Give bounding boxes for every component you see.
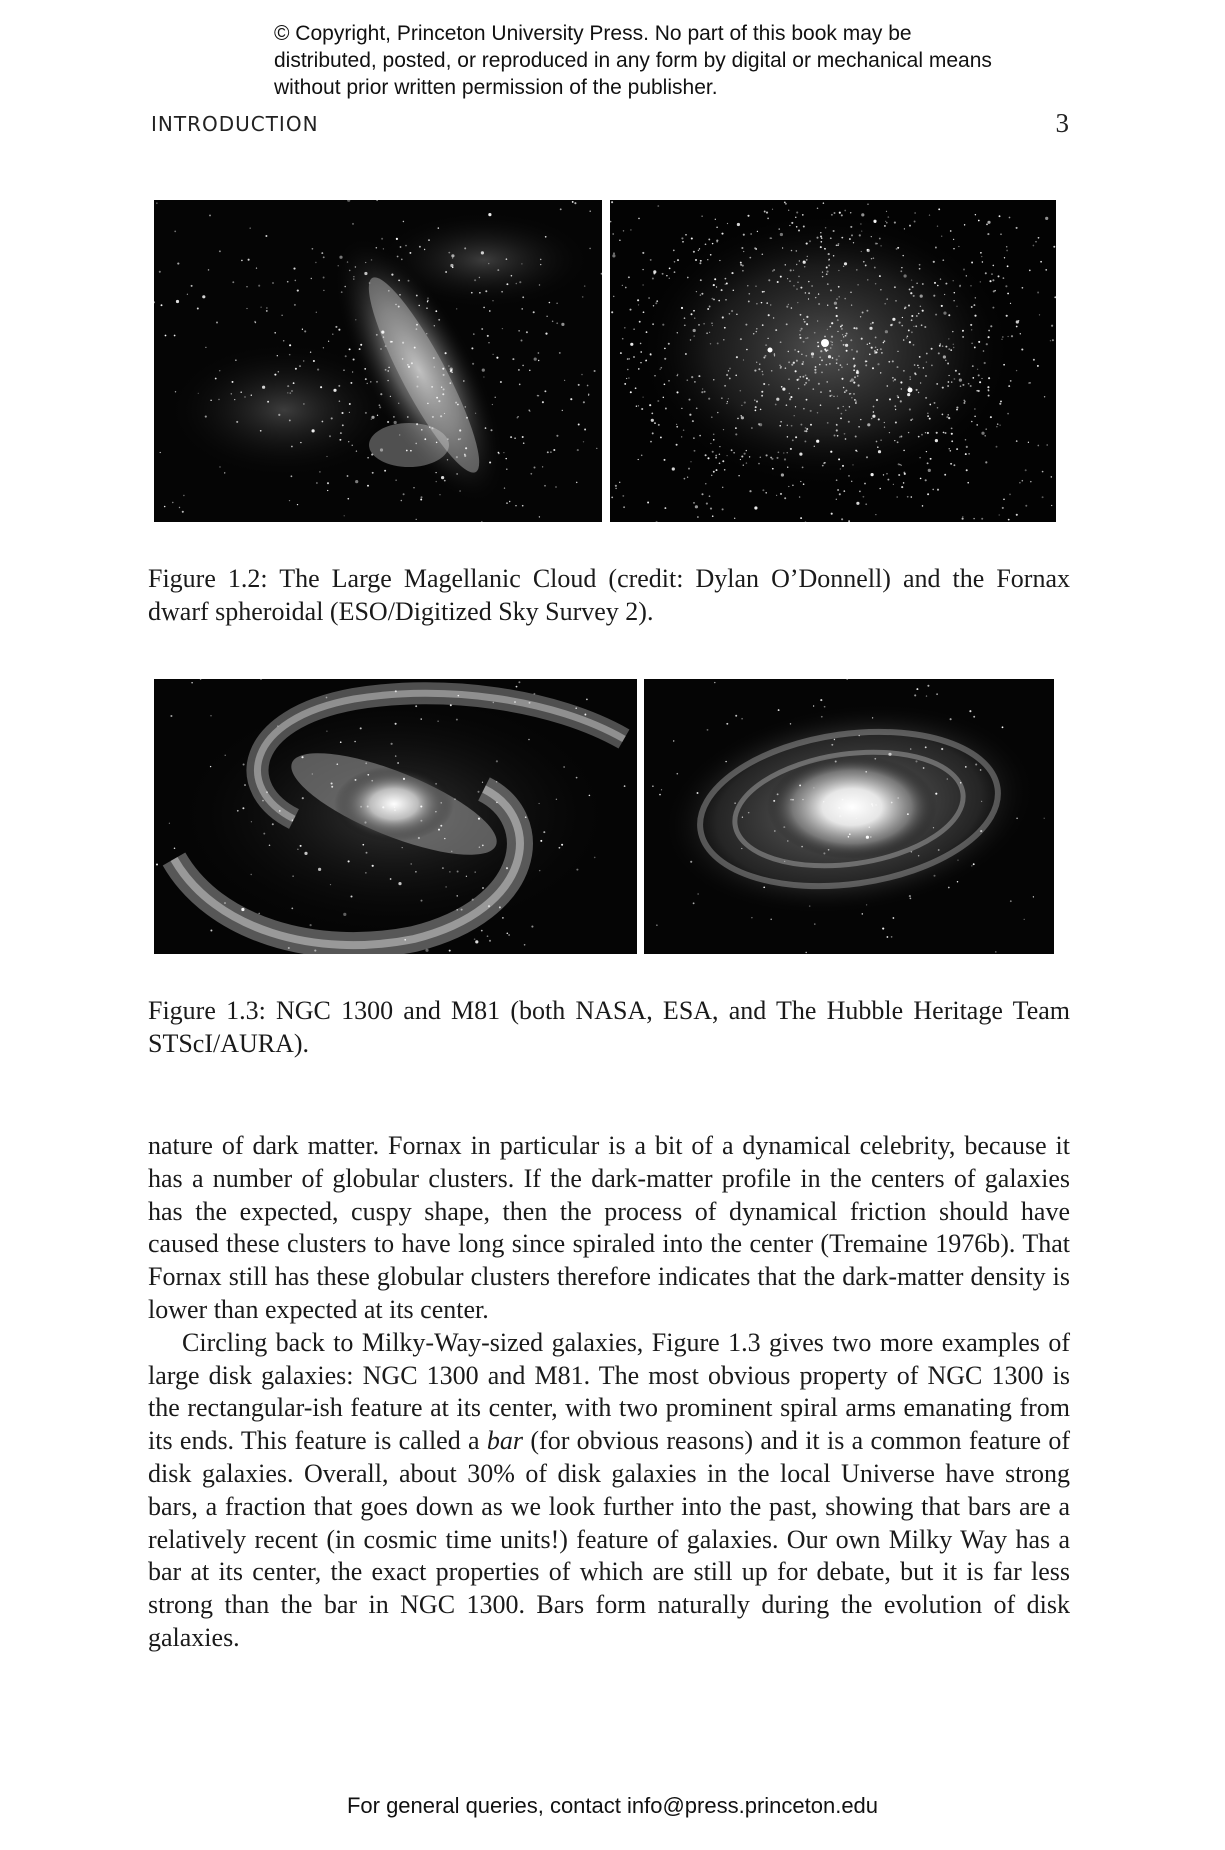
paragraph-2-emphasis: bar	[486, 1426, 524, 1456]
running-head: INTRODUCTION	[151, 112, 319, 136]
footer-contact: For general queries, contact info@press.princeton.edu	[346, 1793, 879, 1818]
paragraph-2-part-a: Circling back to Milky-Way-sized galaxies, Figure 1.3 gives two more examples of large disk galaxies: NGC 1300 and M81. The most obvious property of NGC 1300 is the rectangular-ish feature at its center, with two prominent spiral arms emanating from its ends. This feature is called a	[148, 1327, 1070, 1456]
m81-image	[644, 679, 1054, 954]
figure-1-3-caption: Figure 1.3: NGC 1300 and M81 (both NASA, ESA, and The Hubble Heritage Team STScI/AURA).	[148, 996, 1070, 1058]
lmc-image	[154, 200, 602, 522]
paragraph-1: nature of dark matter. Fornax in particular is a bit of a dynamical celebrity, because it has a number of globular clusters. If the dark-matter profile in the centers of galaxies has the expected, cuspy shape, then the process of dynamical friction should have caused these clusters to have long since spiraled into the center (Tremaine 1976b). That Fornax still has these globular clusters therefore indicates that the dark-matter density is lower than expected at its center.	[148, 1131, 1070, 1324]
paragraph-2	[148, 1327, 1070, 1655]
figure-1-2-caption: Figure 1.2: The Large Magellanic Cloud (credit: Dylan O’Donnell) and the Fornax dwarf spheroidal (ESO/Digitized Sky Survey 2).	[148, 564, 1070, 626]
ngc1300-image	[154, 679, 637, 954]
body-text	[148, 1130, 1070, 1655]
copyright-notice: © Copyright, Princeton University Press. No part of this book may be distributed, posted, or reproduced in any form by digital or mechanical means without prior written permission of the publisher.	[274, 22, 992, 99]
paragraph-2-part-b: (for obvious reasons) and it is a common feature of disk galaxies. Overall, about 30% of disk galaxies in the local Universe have strong bars, a fraction that goes down as we look further into the past, showing that bars are a relatively recent (in cosmic time units!) feature of galaxies. Our own Milky Way has a bar at its center, the exact properties of which are still up for debate, but it is far less strong than the bar in NGC 1300. Bars form naturally during the evolution of disk galaxies.	[148, 1426, 1070, 1652]
page-number: 3	[1055, 108, 1069, 138]
fornax-image	[610, 200, 1056, 522]
